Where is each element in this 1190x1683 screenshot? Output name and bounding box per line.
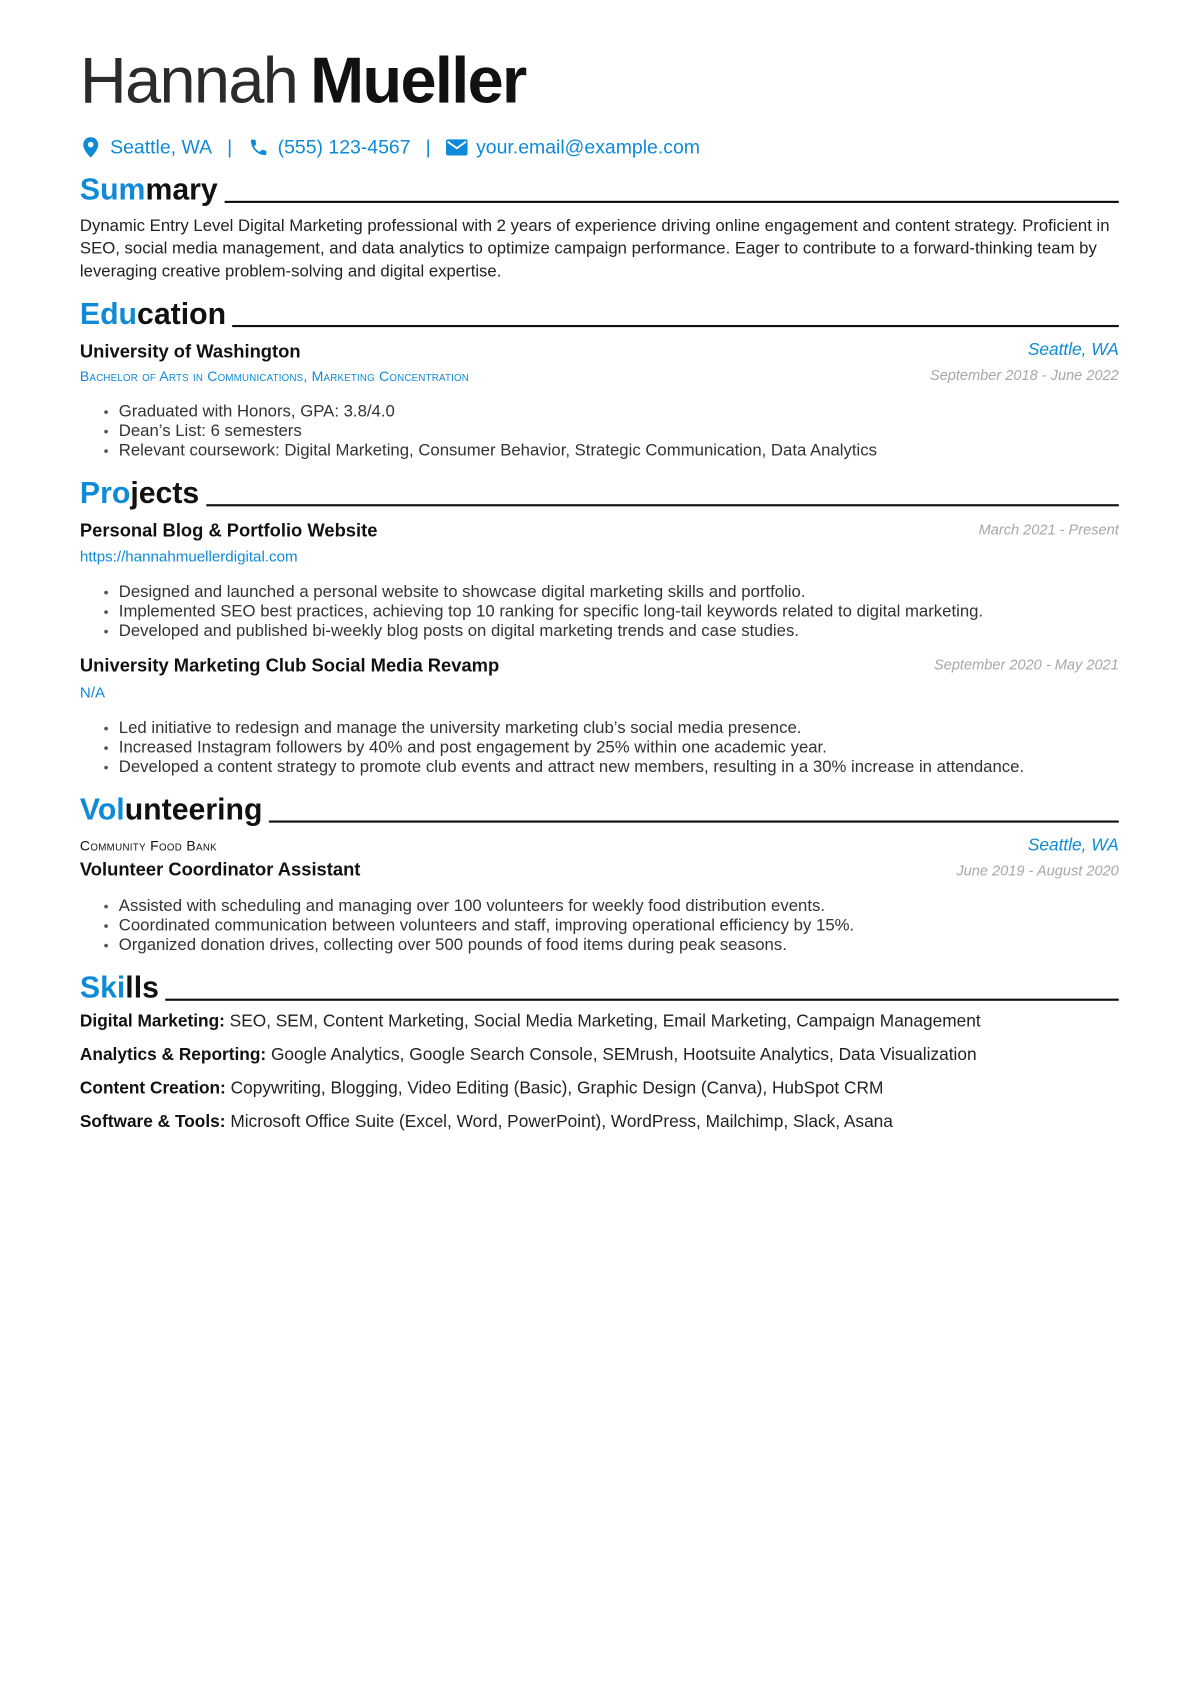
skill-row: [80, 1113, 893, 1132]
project-title: Personal Blog & Portfolio Website: [79, 520, 378, 541]
contact-separator: |: [227, 135, 233, 158]
section-title: Projects: [79, 476, 200, 510]
project-dates: September 2020 - May 2021: [933, 656, 1119, 673]
skill-row: [80, 1013, 981, 1032]
skill-value: Google Analytics, Google Search Console, SEMrush, Hootsuite Analytics, Data Visualization: [270, 1046, 977, 1065]
section-rule: [165, 999, 1118, 1001]
skill-label: Analytics & Reporting:: [79, 1046, 267, 1065]
section-rule: [206, 504, 1119, 506]
section-title: Volunteering: [79, 792, 263, 826]
list-item: • Graduated with Honors, GPA: 3.8/4.0: [104, 403, 877, 422]
section-skills-heading: [80, 967, 1119, 1004]
section-rule: [233, 325, 1119, 327]
summary-text: Dynamic Entry Level Digital Marketing professional with 2 years of experience driving online engagement and content strategy. Proficient in SEO, social media management, and data analytics to optimize campaign performance. Eager to contribute to a forward-thinking team by leveraging creative problem-solving and digital expertise.: [79, 216, 1110, 281]
envelope-icon: [446, 136, 468, 158]
section-volunteering-heading: [80, 789, 1119, 826]
list-item: • Increased Instagram followers by 40% and post engagement by 25% within one academic year.: [104, 738, 1024, 757]
first-name: Hannah: [79, 44, 298, 117]
contact-location: Seattle, WA: [110, 135, 213, 158]
list-item: • Developed and published bi-weekly blog posts on digital marketing trends and case studies.: [104, 621, 983, 640]
skill-label: Content Creation:: [79, 1079, 226, 1098]
contact-phone[interactable]: (555) 123-4567: [277, 135, 411, 158]
contact-separator: |: [425, 135, 431, 158]
section-title: Skills: [79, 970, 159, 1005]
education-school: University of Washington: [79, 341, 301, 362]
education-dates: September 2018 - June 2022: [929, 367, 1119, 384]
skill-row: [80, 1046, 977, 1065]
skill-value: Copywriting, Blogging, Video Editing (Basic), Graphic Design (Canva), HubSpot CRM: [230, 1079, 884, 1098]
volunteer-organization: Community Food Bank: [79, 837, 217, 854]
project-title: University Marketing Club Social Media Revamp: [79, 655, 500, 676]
list-item: • Led initiative to redesign and manage the university marketing club’s social media presence.: [104, 719, 1024, 738]
list-item: • Relevant coursework: Digital Marketing, Consumer Behavior, Strategic Communication, Data Analytics: [104, 441, 877, 460]
section-title: Summary: [79, 172, 218, 207]
education-degree: Bachelor of Arts in Communications, Marketing Concentration: [79, 368, 470, 385]
education-location: Seattle, WA: [1027, 341, 1119, 360]
list-item: • Implemented SEO best practices, achieving top 10 ranking for specific long-tail keywords related to digital marketing.: [104, 602, 983, 621]
skill-row: [80, 1080, 883, 1099]
skill-label: Digital Marketing:: [79, 1012, 225, 1032]
project-link: N/A: [79, 683, 106, 701]
section-rule: [269, 820, 1119, 822]
list-item: • Coordinated communication between volunteers and staff, improving operational efficiency by 15%.: [104, 916, 854, 935]
project-link[interactable]: https://hannahmuellerdigital.com: [79, 547, 298, 565]
last-name: Mueller: [310, 44, 526, 117]
skill-value: SEO, SEM, Content Marketing, Social Media Marketing, Email Marketing, Campaign Management: [229, 1012, 981, 1032]
skill-value: Microsoft Office Suite (Excel, Word, PowerPoint), WordPress, Mailchimp, Slack, Asana: [230, 1113, 893, 1132]
list-item: • Dean’s List: 6 semesters: [104, 422, 877, 441]
section-summary-heading: [80, 169, 1119, 206]
map-pin-icon: [80, 136, 102, 158]
phone-icon: [247, 136, 269, 158]
list-item: • Designed and launched a personal website to showcase digital marketing skills and portfolio.: [104, 583, 983, 602]
list-item: • Developed a content strategy to promote club events and attract new members, resulting in a 30% increase in attendance.: [104, 757, 1024, 776]
volunteer-role: Volunteer Coordinator Assistant: [79, 859, 361, 880]
contact-email[interactable]: your.email@example.com: [476, 135, 700, 158]
section-rule: [224, 201, 1119, 203]
section-projects-heading: [80, 473, 1119, 510]
list-item: • Organized donation drives, collecting over 500 pounds of food items during peak seasons.: [104, 936, 854, 955]
volunteer-bullets: [104, 897, 854, 955]
skill-label: Software & Tools:: [79, 1113, 226, 1132]
section-title: Education: [79, 296, 227, 331]
section-education-heading: [80, 294, 1119, 331]
contact-row: [80, 134, 700, 160]
name-heading: [80, 43, 526, 123]
project-dates: March 2021 - Present: [978, 521, 1119, 538]
project-bullets: [104, 583, 983, 641]
education-bullets: [104, 403, 877, 461]
volunteer-location: Seattle, WA: [1027, 836, 1119, 856]
project-bullets: [104, 719, 1024, 777]
list-item: • Assisted with scheduling and managing over 100 volunteers for weekly food distribution events.: [104, 897, 854, 916]
volunteer-dates: June 2019 - August 2020: [956, 862, 1119, 879]
